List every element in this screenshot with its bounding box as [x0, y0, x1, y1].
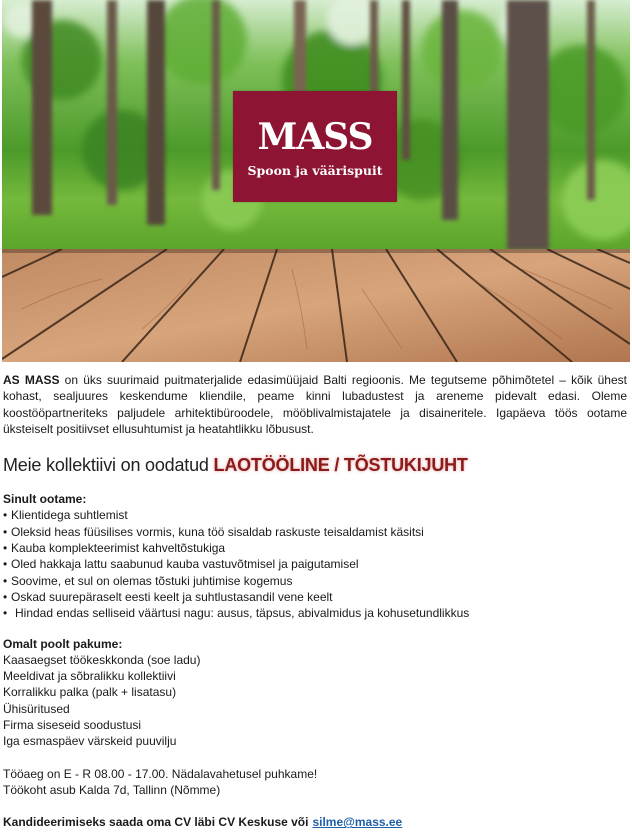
email-link[interactable]: silme@mass.ee — [312, 815, 403, 830]
work-details — [3, 766, 627, 799]
wooden-deck-image — [2, 249, 630, 362]
bullet-icon: • — [3, 524, 8, 539]
offers-title: Omalt poolt pakume: — [3, 636, 123, 651]
list-item: • Kauba komplekteerimist kahveltõstukiga — [3, 541, 226, 556]
offer-item: Ühisüritused — [3, 701, 70, 716]
intro-text: on üks suurimaid puitmaterjalide edasimüüjaid Balti regioonis. Me tegutseme põhimõtetel – kõik ühest kohast, sealjuures keskendume kliendile, peame kinni lubadustest ja areneme pidevalt edasi. Oleme koostööpartneriteks paljudele arhitektibüroodele, mööblivalmistajatele ja disaineritele. Igapäeva töös ootame üksteiselt positiivset ellusuhtumist ja heatahtlikku lõbusust. — [3, 373, 627, 436]
job-posting-content — [3, 372, 627, 831]
logo-brand: MASS — [257, 116, 373, 158]
offers-section — [3, 636, 627, 750]
requirements-list — [3, 507, 627, 621]
bullet-icon: • — [3, 573, 8, 588]
list-item: • Hindad endas selliseid väärtusi nagu: ausus, täpsus, abivalmidus ja kohusetundlikkus — [3, 606, 470, 621]
apply-text: Kandideerimiseks saada oma CV läbi CV Keskuse või — [3, 815, 309, 830]
offer-item: Korralikku palka (palk + lisatasu) — [3, 685, 177, 700]
bullet-icon: • — [3, 589, 8, 604]
mass-logo — [233, 91, 397, 202]
offer-item: Kaasaegset töökeskkonda (soe ladu) — [3, 652, 201, 667]
bullet-icon: • — [3, 606, 8, 621]
working-hours: Tööaeg on E - R 08.00 - 17.00. Nädalavahetusel puhkame! — [3, 766, 318, 781]
offer-item: Meeldivat ja sõbralikku kollektiivi — [3, 669, 176, 684]
company-name: AS MASS — [3, 373, 60, 387]
list-item: • Oled hakkaja lattu saabunud kauba vastuvõtmisel ja paigutamisel — [3, 557, 359, 572]
requirements-title: Sinult ootame: — [3, 492, 87, 507]
apply-instructions — [3, 814, 627, 830]
work-location: Töökoht asub Kalda 7d, Tallinn (Nõmme) — [3, 782, 221, 797]
list-item: • Soovime, et sul on olemas tõstuki juhtimise kogemus — [3, 573, 293, 588]
offer-item: Firma siseseid soodustusi — [3, 718, 142, 733]
offer-item: Iga esmaspäev värskeid puuvilju — [3, 734, 177, 749]
bullet-icon: • — [3, 508, 8, 523]
header-banner — [2, 0, 630, 362]
company-intro — [3, 372, 627, 437]
bullet-icon: • — [3, 541, 8, 556]
job-position-title: LAOTÖÖLINE / TÕSTUKIJUHT — [213, 455, 468, 476]
list-item: • Oleksid heas füüsilises vormis, kuna töö sisaldab raskuste teisaldamist käsitsi — [3, 524, 424, 539]
list-item: • Oskad suurepäraselt eesti keelt ja suhtlustasandil vene keelt — [3, 589, 333, 604]
job-headline — [3, 453, 627, 477]
logo-tagline: Spoon ja väärispuit — [247, 163, 383, 178]
headline-prefix: Meie kollektiivi on oodatud — [3, 455, 214, 476]
bullet-icon: • — [3, 557, 8, 572]
list-item: • Klientidega suhtlemist — [3, 508, 128, 523]
